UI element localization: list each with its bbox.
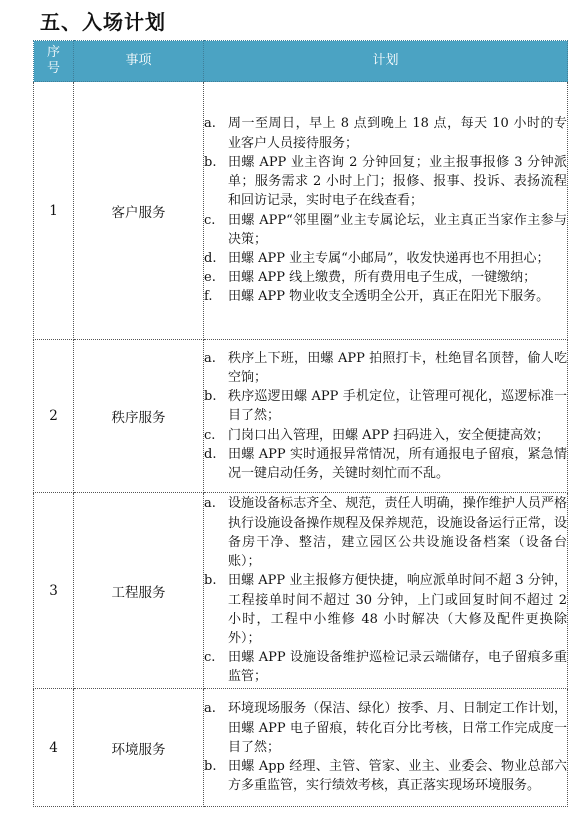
entry-plan-table — [33, 40, 568, 807]
plan-item-marker: b. — [204, 573, 217, 589]
plan-item-text: 田螺 APP 业主专属“小邮局”，收发快递再也不用担心； — [228, 250, 550, 266]
plan-list-item — [204, 249, 567, 268]
row-item: 秩序服务 — [74, 340, 204, 493]
table-row — [34, 340, 568, 493]
plan-item-text: 设施设备标志齐全、规范，责任人明确，操作维护人员严格执行设施设备操作规程及保养规范，设施设备运行正常，设备房干净、整洁，建立园区公共设施设备档案（设备台账）； — [228, 496, 567, 570]
plan-item-marker: b. — [204, 154, 217, 170]
section-title: 五、入场计划 — [40, 10, 166, 34]
row-item: 环境服务 — [74, 689, 204, 807]
row-item: 客户服务 — [74, 82, 204, 340]
table-row — [34, 689, 568, 807]
header-item: 事项 — [74, 41, 204, 82]
plan-item-marker: b. — [204, 759, 217, 775]
plan-item-marker: d. — [204, 250, 217, 266]
plan-item-marker: a. — [204, 496, 216, 512]
row-number: 2 — [34, 340, 74, 493]
plan-item-marker: f. — [204, 289, 213, 305]
plan-item-text: 田螺 APP 物业收支全透明全公开，真正在阳光下服务。 — [228, 289, 550, 305]
header-no-label: 序号 — [46, 45, 60, 76]
plan-list — [204, 114, 567, 306]
row-number: 3 — [34, 493, 74, 689]
plan-item-marker: b. — [204, 389, 217, 405]
header-plan: 计划 — [204, 41, 568, 82]
plan-item-marker: c. — [204, 427, 216, 443]
plan-list-item — [204, 699, 567, 757]
plan-item-marker: a. — [204, 350, 216, 366]
plan-list-item — [204, 349, 567, 387]
plan-item-marker: a. — [204, 701, 216, 717]
row-number: 1 — [34, 82, 74, 340]
plan-item-marker: e. — [204, 270, 216, 286]
plan-item-text: 田螺 APP 设施设备维护巡检记录云端储存，电子留痕多重监管； — [228, 650, 567, 685]
header-no — [34, 41, 74, 82]
plan-item-text: 周一至周日，早上 8 点到晚上 18 点，每天 10 小时的专业客户人员接待服务； — [228, 116, 567, 151]
plan-item-text: 秩序巡逻田螺 APP 手机定位，让管理可视化，巡逻标准一目了然； — [228, 389, 567, 424]
plan-item-text: 田螺 APP 实时通报异常情况，所有通报电子留痕，紧急情况一键启动任务，关键时刻忙而不乱。 — [228, 446, 567, 481]
table-row — [34, 493, 568, 689]
plan-item-marker: a. — [204, 116, 216, 132]
row-item: 工程服务 — [74, 493, 204, 689]
plan-item-marker: c. — [204, 212, 216, 228]
plan-list-item — [204, 287, 567, 306]
plan-list-item — [204, 445, 567, 483]
plan-item-text: 田螺 APP 线上缴费，所有费用电子生成，一键缴纳； — [228, 270, 537, 286]
row-number: 4 — [34, 689, 74, 807]
plan-list-item — [204, 114, 567, 152]
table-body — [34, 82, 568, 807]
plan-item-marker: c. — [204, 650, 216, 666]
plan-item-text: 秩序上下班，田螺 APP 拍照打卡，杜绝冒名顶替，偷人吃空饷； — [228, 350, 567, 385]
plan-item-marker: d. — [204, 446, 217, 462]
plan-list — [204, 699, 567, 795]
plan-list-item — [204, 426, 567, 445]
plan-item-text: 环境现场服务（保洁、绿化）按季、月、日制定工作计划，田螺 APP 电子留痕，转化百分比考核，日常工作完成度一目了然； — [228, 701, 567, 755]
row-plan — [204, 82, 568, 340]
plan-list-item — [204, 268, 567, 287]
plan-list-item — [204, 387, 567, 425]
plan-list-item — [204, 211, 567, 249]
plan-item-text: 田螺 App 经理、主管、管家、业主、业委会、物业总部六方多重监管，实行绩效考核，真正落实现场环境服务。 — [228, 759, 567, 794]
plan-list — [204, 349, 567, 483]
row-plan — [204, 493, 568, 689]
plan-list-item — [204, 757, 567, 795]
plan-item-text: 门岗口出入管理，田螺 APP 扫码进入，安全便捷高效； — [228, 427, 550, 443]
plan-item-text: 田螺 APP 业主报修方便快捷，响应派单时间不超 3 分钟，工程接单时间不超过 30 分钟，上门或回复时间不超过 2 小时，工程中小维修 48 小时解决（大修及配件更换除外）； — [228, 573, 567, 646]
table-header-row — [34, 41, 568, 82]
plan-list-item — [204, 153, 567, 211]
plan-list — [204, 494, 567, 686]
row-plan — [204, 689, 568, 807]
row-plan — [204, 340, 568, 493]
plan-list-item — [204, 494, 567, 571]
plan-list-item — [204, 571, 567, 648]
table-row — [34, 82, 568, 340]
plan-list-item — [204, 648, 567, 686]
plan-item-text: 田螺 APP“邻里圈”业主专属论坛，业主真正当家作主参与决策； — [228, 212, 567, 247]
plan-item-text: 田螺 APP 业主咨询 2 分钟回复；业主报事报修 3 分钟派单；服务需求 2 小时上门；报修、报事、投诉、表扬流程和回访记录，实时电子在线查看； — [228, 154, 567, 209]
